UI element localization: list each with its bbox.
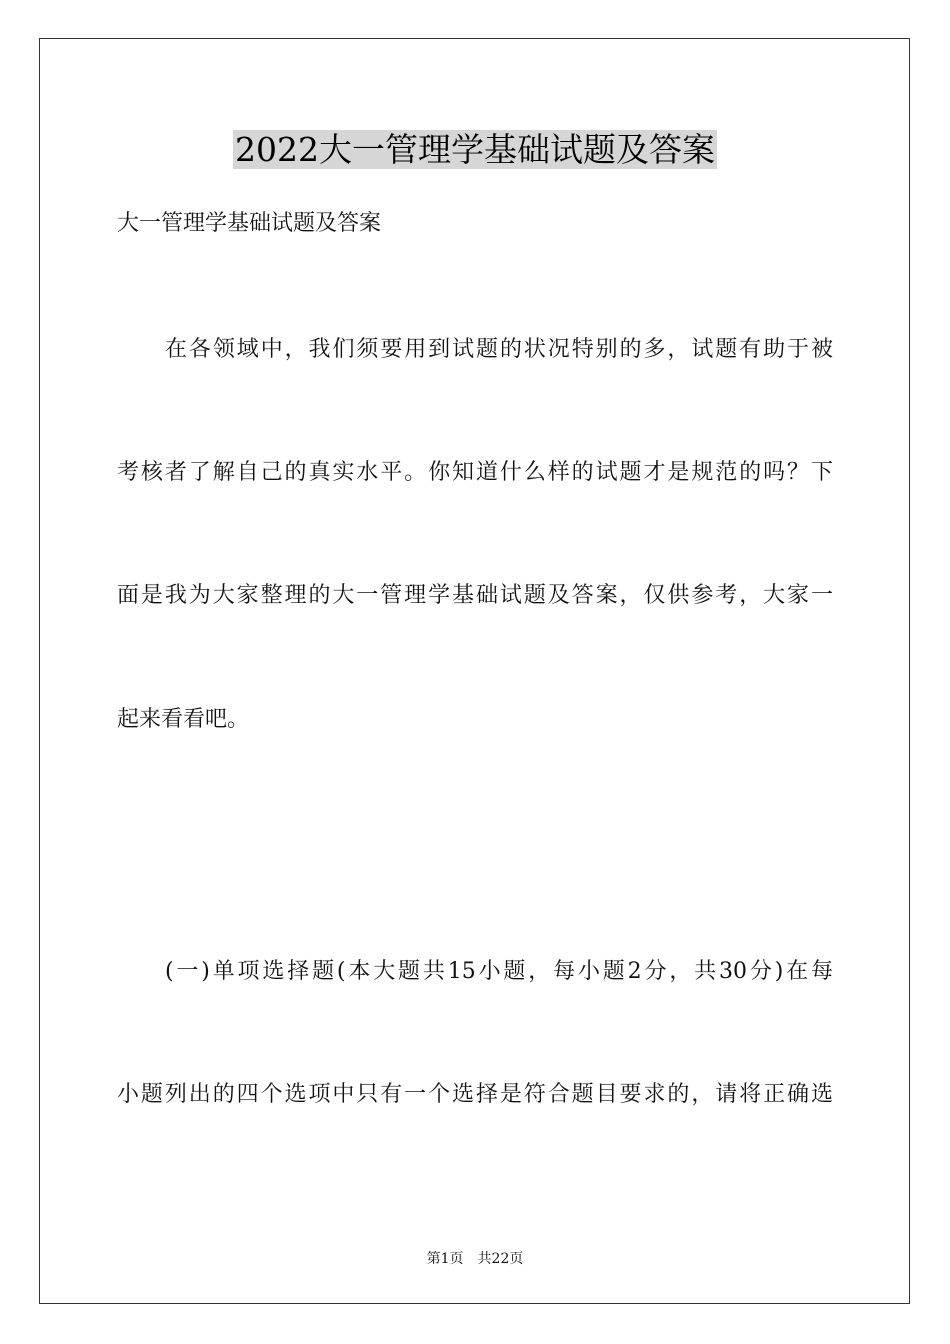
paragraph-line: 小题列出的四个选项中只有一个选择是符合题目要求的，请将正确选 (117, 1082, 833, 1107)
page-total: 共22页 (477, 1251, 524, 1267)
document-title (0, 130, 950, 170)
paragraph-line: (一)单项选择题(本大题共15小题，每小题2分，共30分)在每 (165, 959, 833, 984)
paragraph-line: 考核者了解自己的真实水平。你知道什么样的试题才是规范的吗？下 (117, 460, 833, 485)
paragraph-line: 在各领域中，我们须要用到试题的状况特别的多，试题有助于被 (165, 337, 833, 362)
paragraph-line: 面是我为大家整理的大一管理学基础试题及答案，仅供参考，大家一 (117, 583, 833, 608)
document-subtitle: 大一管理学基础试题及答案 (117, 211, 382, 236)
document-title-text: 2022大一管理学基础试题及答案 (235, 130, 715, 169)
page-number: 第1页 (426, 1251, 464, 1267)
paragraph-line: 起来看看吧。 (117, 707, 250, 732)
page-footer (0, 1248, 950, 1268)
